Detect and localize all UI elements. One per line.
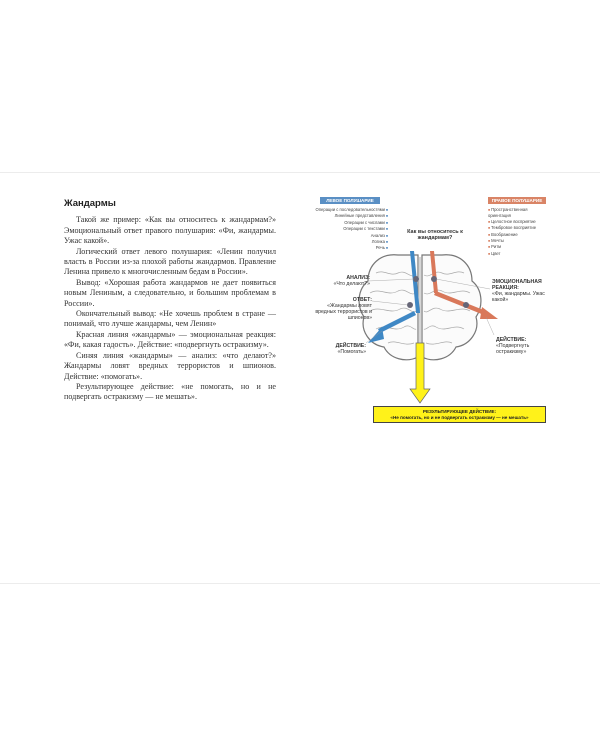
brain-diagram [310,193,550,463]
list-item: ■ Мечты [488,238,550,244]
emotion-text: «Фи, жандармы. Ужас какой» [492,291,545,303]
list-item: ■ Тембровое восприятие [488,225,550,231]
paragraph: Логический ответ левого полушария: «Ленин получил власть в России из-за плохой работы жандармов. Правление Ленина привело к многочисленным бедам в России». [64,246,276,277]
result-text: «Не помогать, но и не подвергать остракизму — не мешать» [390,415,529,421]
list-item: Логика ■ [314,239,388,245]
list-item: Речь ■ [314,245,388,251]
list-item: ■ Цвет [488,251,550,257]
left-hemisphere-list [314,207,388,252]
result-box [373,406,546,423]
list-item: Операции с последовательностями ■ [314,207,388,213]
red-arrow-head [480,307,498,319]
analysis-label [316,275,370,287]
left-hemisphere-header: ЛЕВОЕ ПОЛУШАРИЕ [320,197,380,204]
paragraph: Результирующее действие: «не помогать, но и не подвергать остракизму — не мешать». [64,381,276,402]
list-item: Операции с текстами ■ [314,226,388,232]
right-hemisphere-list [488,207,550,257]
result-title: РЕЗУЛЬТИРУЮЩЕЕ ДЕЙСТВИЕ: [422,409,497,414]
action-right-label [496,337,550,355]
question-label: Как вы относитесь к жандармам? [407,229,463,241]
paragraph: Вывод: «Хорошая работа жандармов не дает появиться новым Лениным, а следовательно, и большим проблемам в России». [64,277,276,308]
answer-label [312,297,372,321]
node [463,302,469,308]
action-left-text: «Помогать» [337,349,366,355]
list-item: ■ Ритм [488,244,550,250]
paragraph: Красная линия «жандармы» — эмоциональная реакция: «Фи, какая гадость». Действие: «подвергнуть остракизму». [64,329,276,350]
paragraph: Такой же пример: «Как вы относитесь к жандармам?» Эмоциональный ответ правого полушария: «Фи, жандармы. Ужас какой». [64,215,276,246]
list-item: ■ Воображение [488,232,550,238]
answer-title: ОТВЕТ: [352,297,372,303]
right-hemisphere-header: ПРАВОЕ ПОЛУШАРИЕ [488,197,546,204]
book-page [0,172,600,584]
action-left-title: ДЕЙСТВИЕ: [335,343,366,349]
paragraph: Окончательный вывод: «Не хочешь проблем в стране — понимай, что лучше жандармы, чем Ленин» [64,309,276,329]
list-item: Линейные представления ■ [314,213,388,219]
emotion-label [492,279,550,303]
text-column [64,199,276,403]
list-item: Анализ ■ [314,233,388,239]
paragraph: Синяя линия «жандармы» — анализ: «что делают?» Жандармы ловят вредных террористов и шпионов. Действие: «помогать». [64,350,276,381]
analysis-title: АНАЛИЗ: [346,275,370,281]
answer-text: «Жандармы ловят вредных террористов и шпионов» [315,303,372,321]
emotion-title: ЭМОЦИОНАЛЬНАЯ РЕАКЦИЯ: [492,279,542,291]
action-right-text: «Подвергнуть остракизму» [496,343,530,355]
list-item: ■ Пространственная ориентация [488,207,550,219]
list-item: ■ Целостное восприятие [488,219,550,225]
action-right-title: ДЕЙСТВИЕ: [496,337,527,343]
analysis-text: «Что делают?» [333,281,370,287]
action-left-label [320,343,366,355]
list-item: Операции с числами ■ [314,220,388,226]
section-heading: Жандармы [64,198,116,209]
